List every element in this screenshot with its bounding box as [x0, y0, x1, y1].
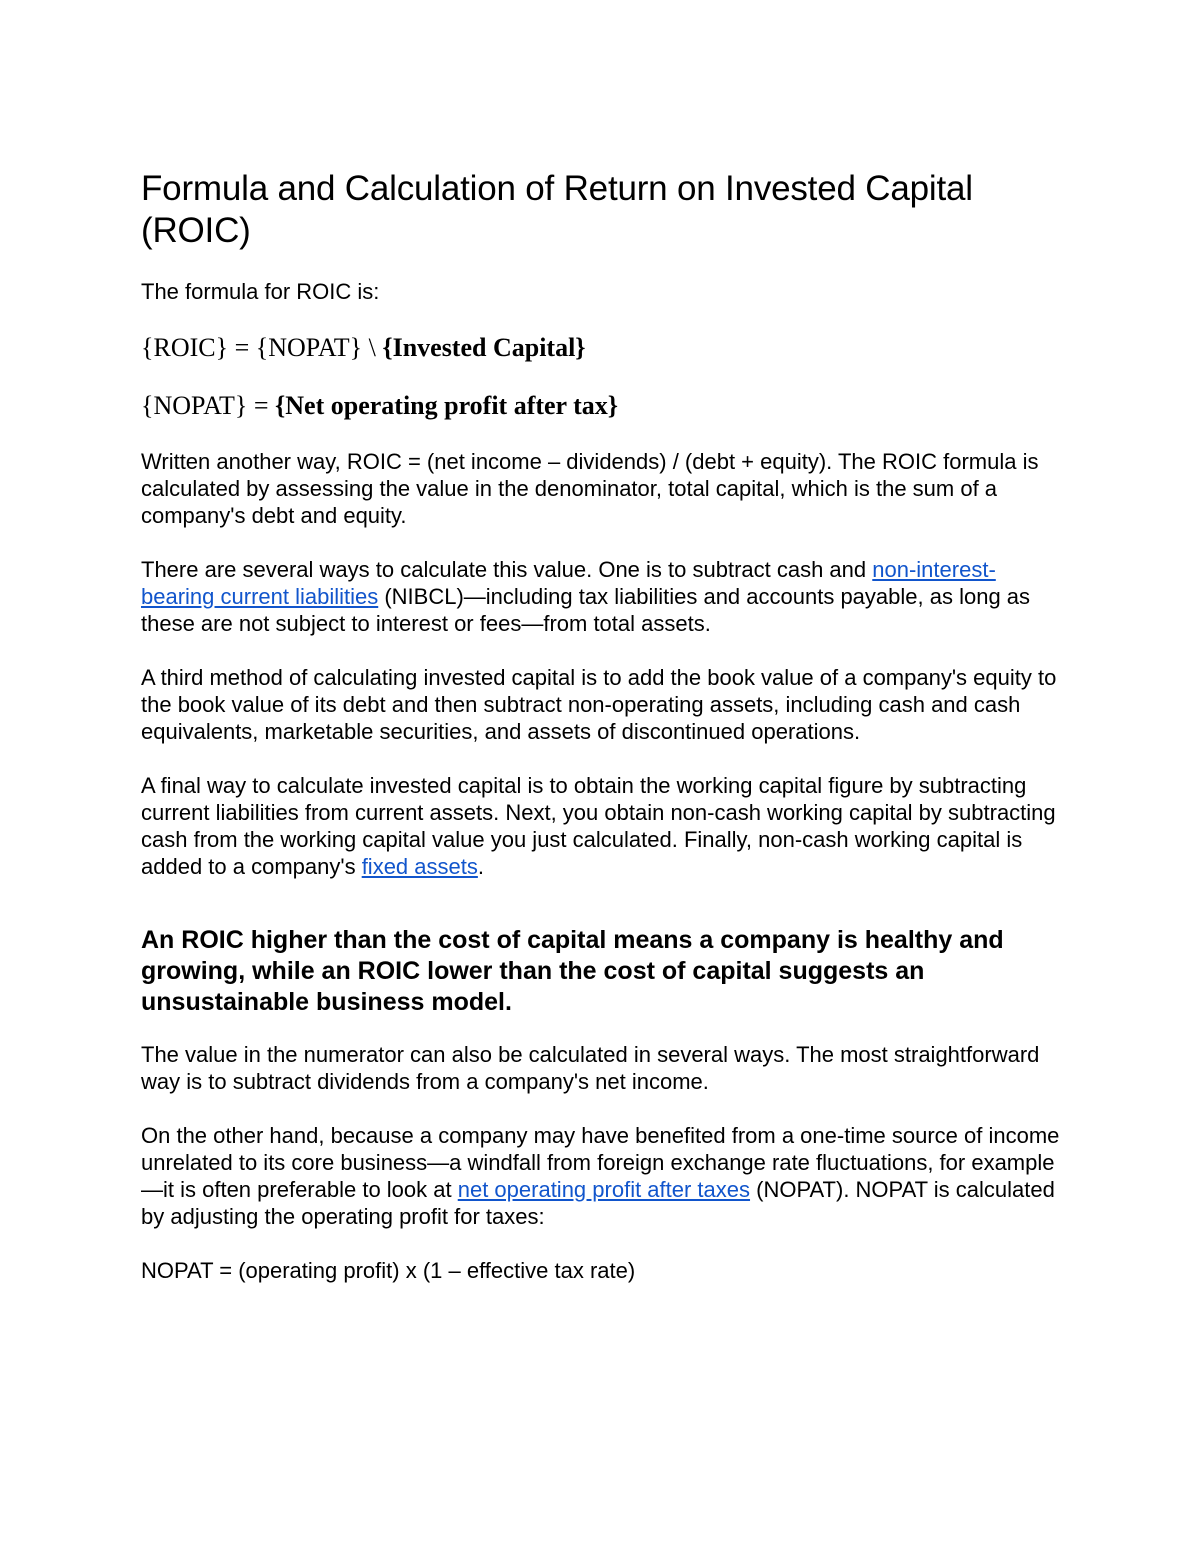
paragraph-final-way — [141, 772, 1061, 880]
roic-formula — [141, 332, 1061, 364]
nopat-formula-lhs: {NOPAT} = — [141, 391, 276, 420]
paragraph-other-hand-text-1: On the other hand, because a company may have benefited from a one-time source of income unrelated to its core business—a windfall from foreign exchange rate fluctuations, for example—it is often preferable to look at — [141, 1123, 1060, 1202]
paragraph-final-way-text-2: . — [477, 854, 484, 879]
paragraph-several-ways — [141, 556, 1061, 637]
intro-text: The formula for ROIC is: — [141, 279, 380, 304]
paragraph-final-way-text-1: A final way to calculate invested capital is to obtain the working capital figure by subtracting current liabilities from current assets. Next, you obtain non-cash working capital by subtracting cash from the working capital value you just calculated. Finally, non-cash working capital is added to a company's — [141, 773, 1056, 879]
nopat-equation: NOPAT = (operating profit) x (1 – effective tax rate) — [141, 1258, 636, 1283]
roic-formula-lhs: {ROIC} = {NOPAT} \ — [141, 333, 383, 362]
paragraph-third-method: A third method of calculating invested capital is to add the book value of a company's equity to the book value of its debt and then subtract non-operating assets, including cash and cash equivalents, marketable securities, and assets of discontinued operations. — [141, 665, 1057, 744]
paragraph-numerator: The value in the numerator can also be calculated in several ways. The most straightforward way is to subtract dividends from a company's net income. — [141, 1042, 1040, 1094]
paragraph-several-ways-text-1: There are several ways to calculate this value. One is to subtract cash and — [141, 557, 873, 582]
link-fixed-assets[interactable]: fixed assets — [361, 854, 478, 879]
roic-formula-rhs: {Invested Capital} — [382, 333, 586, 362]
paragraph-several-ways-text-2: (NIBCL)—including tax liabilities and accounts payable, as long as these are not subject to interest or fees—from total assets. — [141, 584, 1031, 636]
nopat-formula — [141, 390, 1061, 422]
page-title: Formula and Calculation of Return on Invested Capital (ROIC) — [141, 169, 973, 250]
callout-heading: An ROIC higher than the cost of capital means a company is healthy and growing, while an ROIC lower than the cost of capital suggests an unsustainable business model. — [141, 926, 1004, 1016]
link-nibcl[interactable]: non-interest-bearing current liabilities — [141, 557, 996, 609]
paragraph-written-another-way: Written another way, ROIC = (net income – dividends) / (debt + equity). The ROIC formula is calculated by assessing the value in the denominator, total capital, which is the sum of a company's debt and equity. — [141, 449, 1039, 528]
link-nopat[interactable]: net operating profit after taxes — [457, 1177, 751, 1202]
nopat-formula-rhs: {Net operating profit after tax} — [275, 391, 619, 420]
paragraph-other-hand-text-2: (NOPAT). NOPAT is calculated by adjusting the operating profit for taxes: — [141, 1177, 1055, 1229]
paragraph-other-hand — [141, 1122, 1061, 1230]
document-page — [141, 168, 1061, 1311]
